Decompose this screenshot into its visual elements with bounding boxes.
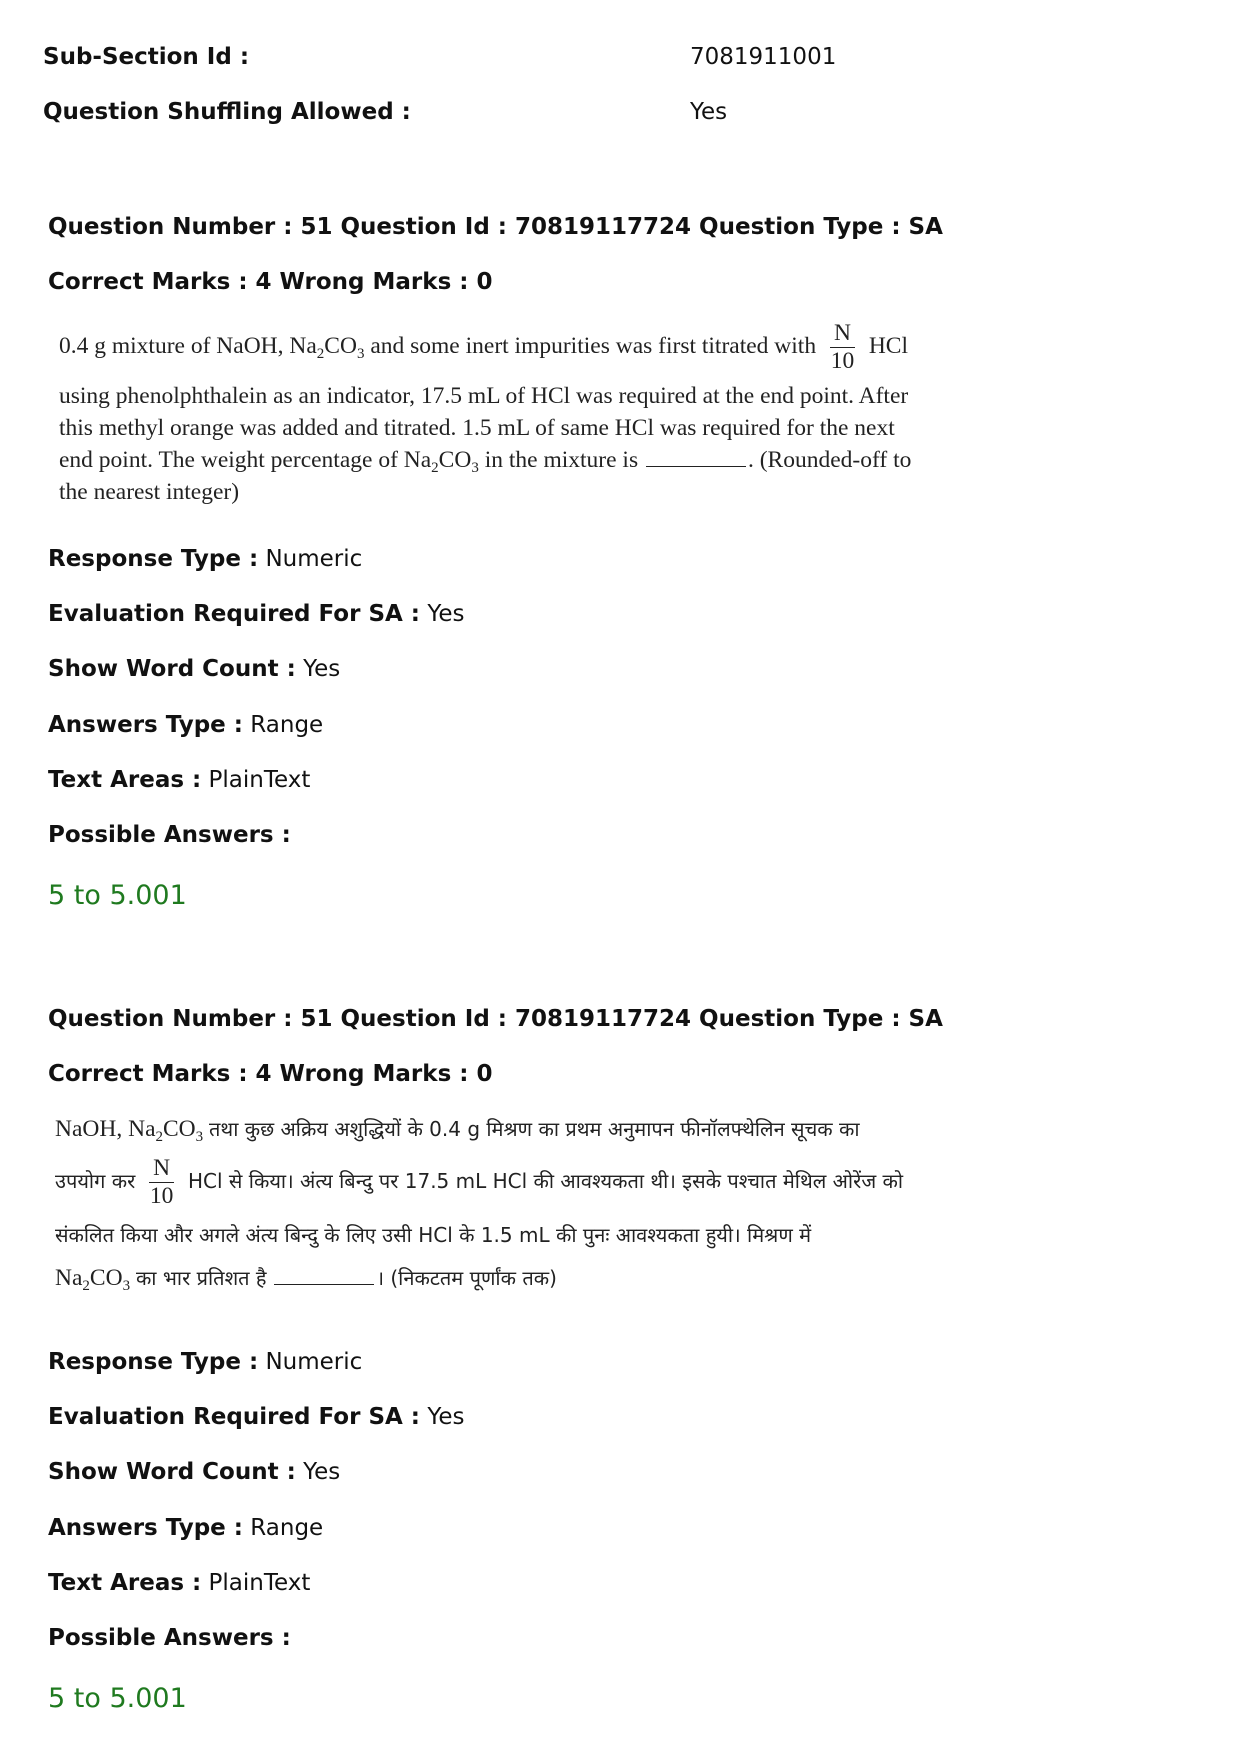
shuffle-label: Question Shuffling Allowed :	[43, 99, 411, 125]
question-text-hindi	[55, 1108, 945, 1298]
response-type-value: Numeric	[265, 546, 363, 572]
q-text-part: end point. The weight percentage of Na	[59, 447, 432, 473]
possible-answers-label: Possible Answers :	[48, 1625, 291, 1651]
wordcount-label: Show Word Count :	[48, 1459, 296, 1485]
q-text-line: the nearest integer)	[59, 479, 240, 505]
question-header: Question Number : 51 Question Id : 70819117724 Question Type : SA	[48, 1006, 943, 1032]
q-text-part: CO	[324, 333, 357, 359]
answers-type-label: Answers Type :	[48, 1515, 243, 1541]
q-text-part: CO	[89, 1265, 123, 1291]
answers-type-label: Answers Type :	[48, 712, 243, 738]
text-areas-value: PlainText	[208, 1570, 311, 1596]
shuffle-value: Yes	[690, 99, 728, 125]
q-text-part: उपयोग कर	[55, 1169, 136, 1193]
fraction-denominator: 10	[149, 1183, 174, 1210]
possible-answer-value: 5 to 5.001	[48, 880, 187, 911]
response-type-label: Response Type :	[48, 546, 259, 572]
q-text-part: 0.4 g mixture of NaOH, Na	[59, 333, 317, 359]
question-marks: Correct Marks : 4 Wrong Marks : 0	[48, 1061, 493, 1087]
text-areas-label: Text Areas :	[48, 767, 202, 793]
fraction-denominator: 10	[830, 348, 855, 375]
question-text-english	[59, 318, 939, 508]
q-text-part: HCl	[868, 333, 909, 359]
wordcount-value: Yes	[303, 1459, 341, 1485]
fraction-n-over-10	[149, 1154, 174, 1210]
text-areas-label: Text Areas :	[48, 1570, 202, 1596]
q-text-part: तथा कुछ अक्रिय अशुद्धियों के 0.4 g मिश्रण का प्रथम अनुमापन फीनॉलफ्थेलिन सूचक का	[209, 1117, 860, 1141]
subsection-id-value: 7081911001	[690, 44, 837, 70]
eval-value: Yes	[427, 1404, 465, 1430]
subscript: 2	[155, 1129, 163, 1145]
question-marks: Correct Marks : 4 Wrong Marks : 0	[48, 269, 493, 295]
possible-answers-label: Possible Answers :	[48, 822, 291, 848]
q-text-part: . (Rounded-off to	[747, 447, 912, 473]
q-text-part: Na	[55, 1265, 83, 1291]
answers-type-value: Range	[250, 712, 324, 738]
q-text-part: CO	[438, 447, 472, 473]
q-text-part: । (निकटतम पूर्णांक तक)	[376, 1266, 557, 1290]
eval-label: Evaluation Required For SA :	[48, 601, 421, 627]
q-text-part: NaOH, Na	[55, 1116, 156, 1142]
answers-type-value: Range	[250, 1515, 324, 1541]
fraction-numerator: N	[149, 1157, 174, 1184]
answer-blank	[274, 1284, 374, 1285]
subscript: 3	[122, 1278, 131, 1294]
q-text-part: CO	[163, 1116, 196, 1142]
subscript: 2	[431, 460, 439, 476]
response-type-value: Numeric	[265, 1349, 363, 1375]
text-areas-value: PlainText	[208, 767, 311, 793]
question-header: Question Number : 51 Question Id : 70819117724 Question Type : SA	[48, 214, 943, 240]
subscript: 2	[82, 1278, 90, 1294]
eval-value: Yes	[427, 601, 465, 627]
subscript: 2	[316, 346, 325, 362]
fraction-n-over-10	[830, 319, 855, 375]
possible-answer-value: 5 to 5.001	[48, 1683, 187, 1714]
q-text-part: in the mixture is	[478, 447, 639, 473]
wordcount-label: Show Word Count :	[48, 656, 296, 682]
q-text-part: and some inert impurities was first titrated with	[364, 333, 817, 359]
fraction-numerator: N	[830, 322, 855, 349]
q-text-line: using phenolphthalein as an indicator, 17.5 mL of HCl was required at the end point. After	[59, 383, 909, 409]
subscript: 3	[471, 460, 479, 476]
answer-blank	[646, 466, 746, 467]
subsection-id-label: Sub-Section Id :	[43, 44, 250, 70]
q-text-line: this methyl orange was added and titrated. 1.5 mL of same HCl was required for the next	[59, 415, 895, 441]
q-text-line: संकलित किया और अगले अंत्य बिन्दु के लिए उसी HCl के 1.5 mL की पुनः आवश्यकता हुयी। मिश्रण में	[55, 1223, 812, 1247]
subscript: 3	[195, 1129, 204, 1145]
eval-label: Evaluation Required For SA :	[48, 1404, 421, 1430]
wordcount-value: Yes	[303, 656, 341, 682]
q-text-part: HCl से किया। अंत्य बिन्दु पर 17.5 mL HCl की आवश्यकता थी। इसके पश्चात मेथिल ओरेंज को	[188, 1169, 904, 1193]
subscript: 3	[356, 346, 365, 362]
q-text-part: का भार प्रतिशत है	[135, 1266, 267, 1290]
response-type-label: Response Type :	[48, 1349, 259, 1375]
